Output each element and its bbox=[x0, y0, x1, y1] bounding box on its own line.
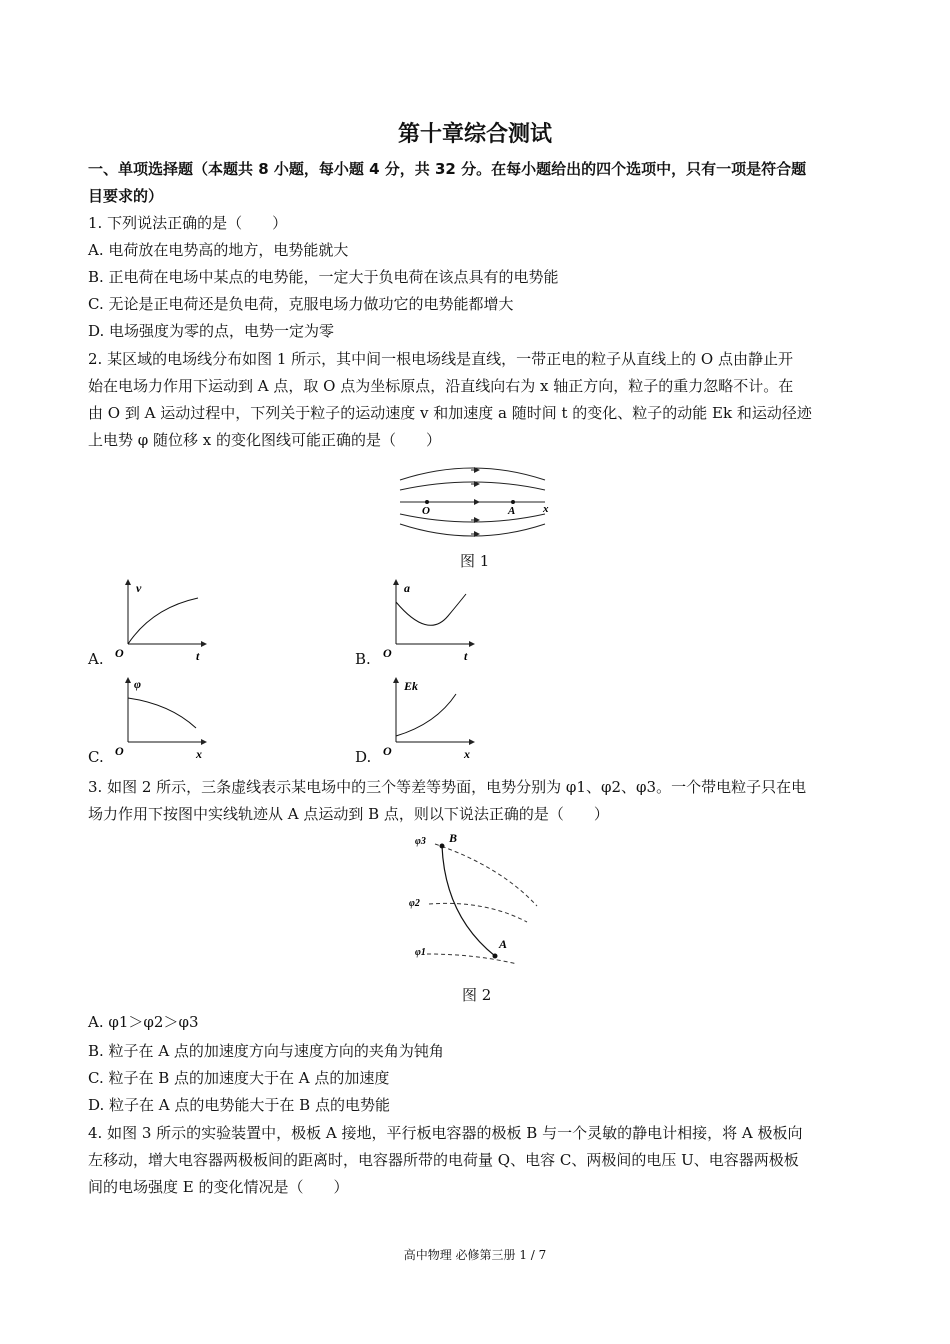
graph-a-ylabel: v bbox=[136, 581, 142, 595]
q2-option-b-letter: B. bbox=[355, 650, 371, 668]
section-header-cont: 目要求的） bbox=[88, 187, 164, 205]
page-footer: 高中物理 必修第三册 1 / 7 bbox=[403, 1248, 547, 1262]
q4-stem-line3: 间的电场强度 E 的变化情况是（ ） bbox=[88, 1178, 349, 1196]
page-title: 第十章综合测试 bbox=[397, 122, 552, 147]
graph-b-xlabel: t bbox=[464, 649, 468, 663]
q3-option-a: A. φ1＞φ2＞φ3 bbox=[88, 1013, 199, 1031]
graph-d-xlabel: x bbox=[464, 747, 470, 761]
fig2-label-a: A bbox=[499, 937, 508, 951]
q3-option-b: B. 粒子在 A 点的加速度方向与速度方向的夹角为钝角 bbox=[88, 1042, 444, 1060]
graph-c-ylabel: φ bbox=[134, 677, 142, 691]
fig2-label-phi3: φ3 bbox=[415, 836, 426, 847]
q2-stem-line4: 上电势 φ 随位移 x 的变化图线可能正确的是（ ） bbox=[88, 431, 442, 449]
q4-stem-line1: 4. 如图 3 所示的实验装置中，极板 A 接地，平行板电容器的极板 B 与一个灵敏的静电计相接，将 A 极板向 bbox=[88, 1124, 803, 1142]
graph-a-origin: O bbox=[115, 646, 124, 660]
fig1-label-a: A bbox=[508, 505, 516, 517]
graph-d-ylabel: Ek bbox=[404, 679, 419, 693]
figure-1-field-lines bbox=[395, 462, 555, 544]
q1-stem: 1. 下列说法正确的是（ ） bbox=[88, 214, 288, 232]
graph-c-xlabel: x bbox=[196, 747, 202, 761]
q3-stem-line2: 场力作用下按图中实线轨迹从 A 点运动到 B 点，则以下说法正确的是（ ） bbox=[88, 805, 609, 823]
q2-graph-d bbox=[378, 676, 478, 762]
fig1-label-x: x bbox=[543, 503, 549, 515]
q1-option-b: B. 正电荷在电场中某点的电势能，一定大于负电荷在该点具有的电势能 bbox=[88, 268, 559, 286]
figure-2-caption: 图 2 bbox=[462, 986, 492, 1004]
graph-c-origin: O bbox=[115, 744, 124, 758]
q3-option-c: C. 粒子在 B 点的加速度大于在 A 点的加速度 bbox=[88, 1069, 390, 1087]
graph-d-origin: O bbox=[383, 744, 392, 758]
graph-b-origin: O bbox=[383, 646, 392, 660]
graph-a-xlabel: t bbox=[196, 649, 200, 663]
q2-graph-a bbox=[110, 578, 210, 664]
q2-graph-b bbox=[378, 578, 478, 664]
fig2-label-phi2: φ2 bbox=[409, 898, 420, 909]
q1-option-a: A. 电荷放在电势高的地方，电势能就大 bbox=[88, 241, 349, 259]
q2-stem-line3: 由 O 到 A 运动过程中，下列关于粒子的运动速度 v 和加速度 a 随时间 t 的变化、粒子的动能 Ek 和运动径迹 bbox=[88, 404, 812, 422]
q1-option-d: D. 电场强度为零的点，电势一定为零 bbox=[88, 322, 335, 340]
q2-option-c-letter: C. bbox=[88, 748, 104, 766]
q2-option-d-letter: D. bbox=[355, 748, 372, 766]
q3-option-d: D. 粒子在 A 点的电势能大于在 B 点的电势能 bbox=[88, 1096, 390, 1114]
fig2-label-phi1: φ1 bbox=[415, 947, 426, 958]
q2-graph-c bbox=[110, 676, 210, 762]
graph-b-ylabel: a bbox=[404, 581, 410, 595]
fig2-label-b: B bbox=[449, 831, 458, 845]
q2-stem-line1: 2. 某区域的电场线分布如图 1 所示，其中间一根电场线是直线，一带正电的粒子从直线上的 O 点由静止开 bbox=[88, 350, 793, 368]
q2-stem-line2: 始在电场力作用下运动到 A 点，取 O 点为坐标原点，沿直线向右为 x 轴正方向，粒子的重力忽略不计。在 bbox=[88, 377, 794, 395]
fig1-label-o: O bbox=[422, 505, 430, 517]
q3-stem-line1: 3. 如图 2 所示，三条虚线表示某电场中的三个等差等势面，电势分别为 φ1、φ2、φ3。一个带电粒子只在电 bbox=[88, 778, 807, 796]
q4-stem-line2: 左移动，增大电容器两极板间的距离时，电容器所带的电荷量 Q、电容 C、两极间的电压 U、电容器两极板 bbox=[88, 1151, 799, 1169]
figure-1-caption: 图 1 bbox=[460, 552, 490, 570]
section-header: 一、单项选择题（本题共 8 小题，每小题 4 分，共 32 分。在每小题给出的四个选项中，只有一项是符合题 bbox=[88, 160, 807, 178]
figure-2-equipotentials bbox=[405, 826, 545, 976]
q2-option-a-letter: A. bbox=[88, 650, 104, 668]
q1-option-c: C. 无论是正电荷还是负电荷，克服电场力做功它的电势能都增大 bbox=[88, 295, 514, 313]
